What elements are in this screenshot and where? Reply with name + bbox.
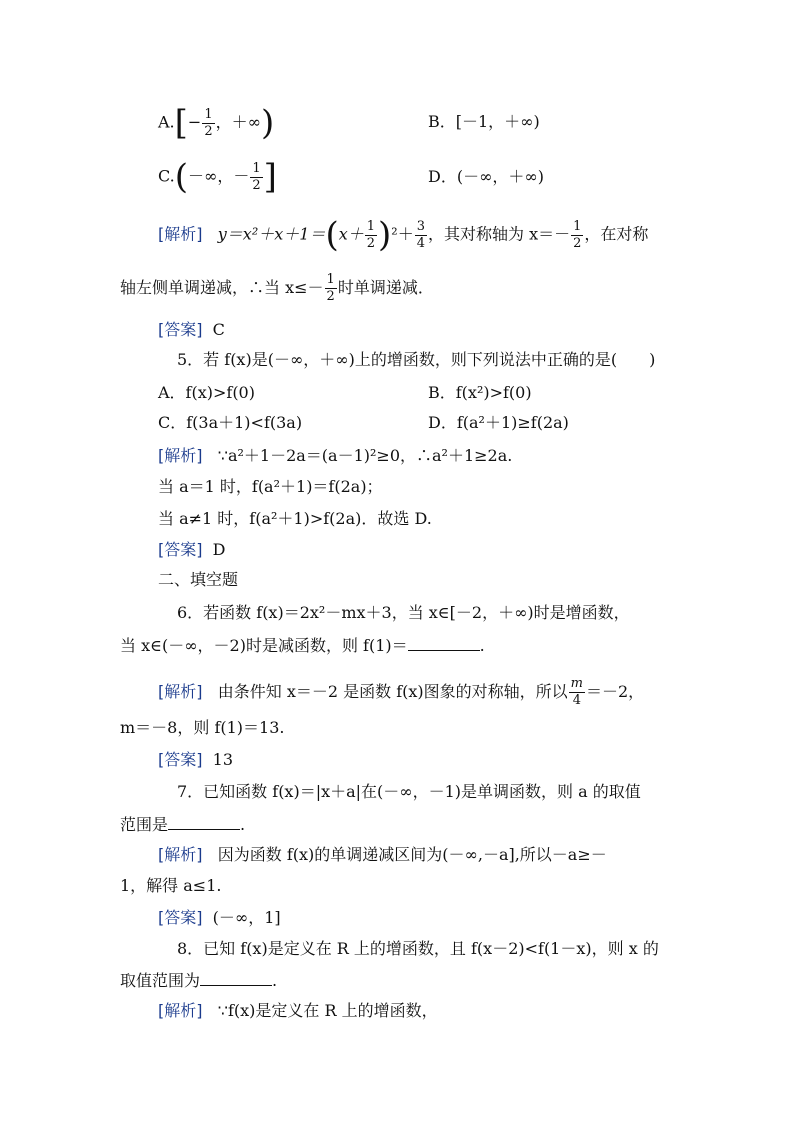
q5-option-b [428, 383, 532, 403]
denominator: 2 [366, 235, 376, 251]
option-text: ，＋∞ [215, 112, 261, 132]
numerator: m [570, 676, 583, 691]
left-paren: ( [325, 215, 339, 255]
denominator: 2 [204, 123, 213, 139]
period: . [240, 815, 246, 834]
section-heading [158, 570, 238, 590]
q8-stem-line2 [120, 969, 277, 991]
analysis-tag: [解析] [158, 682, 203, 701]
q6-analysis-line2 [120, 718, 284, 738]
q5-option-d [428, 413, 569, 433]
analysis-text: 当 a≠1 时，f(a²＋1)>f(2a)．故选 D. [158, 509, 432, 528]
answer-tag: [答案] [158, 320, 203, 339]
denominator: 2 [573, 235, 582, 251]
numerator: 3 [416, 218, 425, 234]
analysis-text: ∵f(x)是定义在 R 上的增函数， [217, 1001, 438, 1020]
answer-tag: [答案] [158, 750, 203, 769]
numerator: 1 [366, 218, 376, 234]
question-text: 5．若 f(x)是(－∞，＋∞)上的增函数，则下列说法中正确的是( ) [177, 350, 656, 369]
analysis-text: ∵a²＋1－2a＝(a－1)²≥0，∴a²＋1≥2a. [217, 446, 513, 465]
analysis-text: 1，解得 a≤1. [120, 876, 222, 895]
q6-analysis-line1 [158, 676, 644, 709]
analysis-text: 时单调递减． [337, 278, 434, 297]
q6-stem-line1 [177, 603, 630, 623]
numerator: 1 [204, 106, 213, 122]
option-text: B．[－1，＋∞) [428, 112, 540, 131]
question-text: 8．已知 f(x)是定义在 R 上的增函数，且 f(x－2)<f(1－x)，则 x 的 [177, 939, 659, 958]
option-text: A．f(x)>f(0) [158, 383, 255, 402]
q7-answer [158, 908, 281, 928]
fraction [365, 219, 377, 252]
analysis-text: ，在对称 [584, 224, 649, 244]
q7-stem-line2 [120, 813, 245, 835]
answer-blank [168, 813, 240, 830]
answer-tag: [答案] [158, 908, 203, 927]
fraction [571, 219, 583, 252]
answer-blank [408, 634, 480, 651]
q8-stem-line1 [177, 939, 659, 959]
q5-stem [177, 350, 655, 370]
q5-option-a [158, 383, 255, 403]
denominator: 2 [326, 289, 335, 304]
analysis-text: 当 a＝1 时，f(a²＋1)＝f(2a)； [158, 477, 383, 496]
period: . [272, 971, 278, 990]
q7-analysis-line1 [158, 845, 607, 865]
q5-answer [158, 540, 226, 560]
answer-blank [200, 969, 272, 986]
option-label: C. [158, 166, 175, 186]
right-paren: ) [378, 215, 392, 255]
formula-text: y＝x²＋x＋1＝ [217, 224, 326, 244]
analysis-tag: [解析] [158, 845, 203, 864]
formula-text: ²＋ [391, 224, 414, 244]
q4-option-a [158, 103, 275, 143]
option-label: A. [158, 112, 175, 132]
analysis-text: ，其对称轴为 x＝－ [428, 224, 571, 244]
section-title: 二、填空题 [158, 570, 239, 589]
right-bracket: ] [263, 157, 277, 197]
fraction [202, 107, 214, 140]
q7-stem-line1 [177, 782, 641, 802]
option-text: D．f(a²＋1)≥f(2a) [428, 413, 569, 432]
question-text: 取值范围为 [120, 971, 201, 990]
question-text: 6．若函数 f(x)＝2x²－mx＋3，当 x∈[－2，＋∞)时是增函数， [177, 603, 630, 622]
q4-analysis-line1 [158, 215, 649, 255]
q4-option-d [428, 167, 544, 187]
question-text: 7．已知函数 f(x)＝|x＋a|在(－∞，－1)是单调函数，则 a 的取值 [177, 782, 641, 801]
analysis-tag: [解析] [158, 224, 203, 244]
option-text: B．f(x²)>f(0) [428, 383, 532, 402]
q5-option-c [158, 413, 302, 433]
q6-answer [158, 750, 233, 770]
denominator: 2 [252, 177, 261, 193]
answer-value: 13 [212, 750, 234, 769]
formula-text: x＋ [338, 224, 364, 244]
left-bracket: [ [174, 103, 188, 143]
left-paren: ( [174, 157, 189, 197]
question-text: 范围是 [120, 815, 169, 834]
analysis-text: 因为函数 f(x)的单调递减区间为(－∞,－a],所以－a≥－ [217, 845, 607, 864]
answer-value: C [212, 320, 225, 339]
analysis-text: 轴左侧单调递减，∴当 x≤－ [120, 278, 324, 297]
right-paren: ) [260, 103, 275, 143]
numerator: 1 [326, 272, 335, 287]
analysis-text: m＝－8，则 f(1)＝13. [120, 718, 285, 737]
q5-analysis-line3 [158, 509, 432, 529]
fraction [325, 272, 337, 305]
analysis-text: ＝－2， [586, 682, 645, 701]
numerator: 1 [573, 218, 582, 234]
analysis-tag: [解析] [158, 446, 203, 465]
fraction [415, 219, 427, 252]
question-text: 当 x∈(－∞，－2)时是减函数，则 f(1)＝ [120, 636, 408, 655]
analysis-text: 由条件知 x＝－2 是函数 f(x)图象的对称轴，所以 [217, 682, 568, 701]
q7-analysis-line2 [120, 876, 221, 896]
q4-option-c [158, 157, 277, 197]
analysis-tag: [解析] [158, 1001, 203, 1020]
answer-value: D [212, 540, 226, 559]
q4-option-b [428, 112, 540, 132]
q5-analysis-line2 [158, 477, 383, 497]
option-text: D．(－∞，＋∞) [428, 167, 544, 186]
q6-stem-line2 [120, 634, 485, 656]
numerator: 1 [252, 160, 261, 176]
q4-answer [158, 320, 225, 340]
answer-value: (－∞，1] [212, 908, 281, 927]
denominator: 4 [416, 235, 425, 251]
q4-analysis-line2 [120, 272, 434, 305]
fraction [569, 676, 585, 709]
minus-sign: − [187, 112, 202, 132]
answer-tag: [答案] [158, 540, 203, 559]
period: . [479, 636, 485, 655]
q5-analysis-line1 [158, 446, 512, 466]
option-text: C．f(3a＋1)<f(3a) [158, 413, 303, 432]
fraction [250, 161, 262, 194]
denominator: 4 [572, 693, 581, 708]
option-text: －∞，－ [188, 166, 250, 186]
q8-analysis-line1 [158, 1001, 438, 1021]
